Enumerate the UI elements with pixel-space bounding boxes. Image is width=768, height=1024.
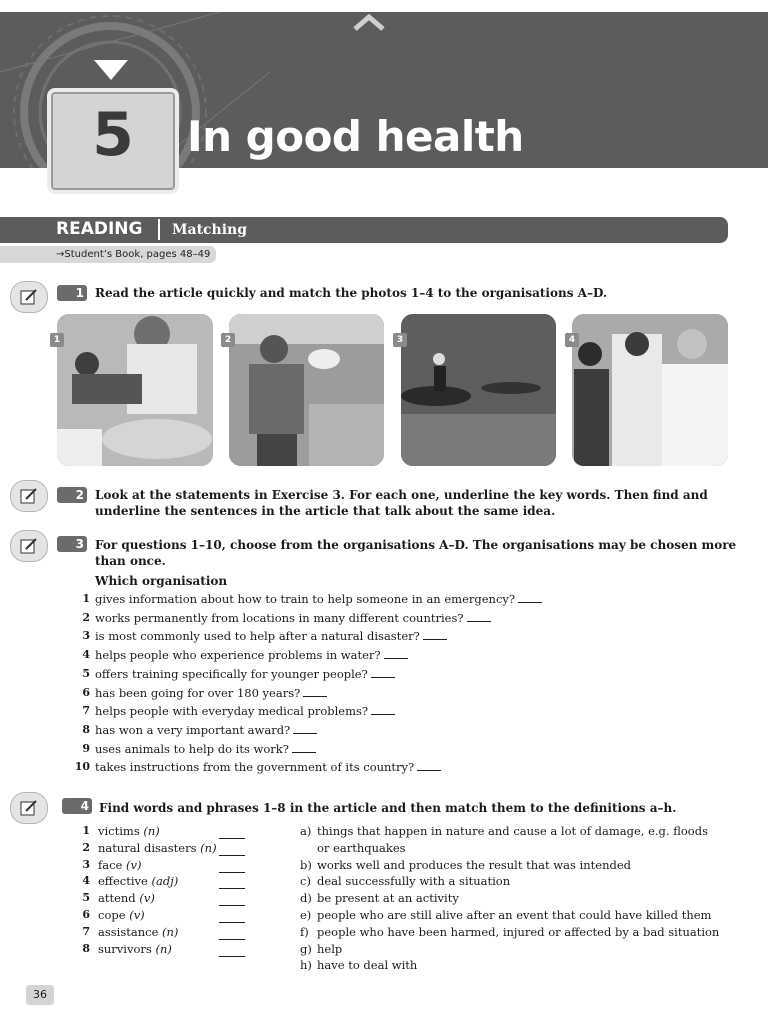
vocab-word (98, 942, 172, 956)
part-of-speech: (adj) (151, 874, 179, 889)
answer-blank[interactable] (219, 854, 245, 856)
write-icon (10, 480, 48, 512)
definition-item (300, 841, 406, 855)
question-number: 1 (82, 592, 90, 605)
answer-blank[interactable] (467, 611, 491, 622)
definition-text: help (317, 941, 343, 956)
answer-blank[interactable] (219, 871, 245, 873)
part-of-speech: (n) (162, 924, 179, 939)
photo-label: 3 (393, 333, 407, 347)
question-number: 7 (82, 704, 90, 718)
exercise-1-instruction: Read the article quickly and match the photos 1–4 to the organisations A–D. (95, 286, 608, 300)
definition-letter: f) (300, 924, 309, 939)
answer-blank[interactable] (417, 760, 441, 771)
question-number: 6 (82, 685, 90, 699)
page-number: 36 (26, 985, 54, 1005)
answer-blank[interactable] (219, 904, 245, 906)
definition-text: works well and produces the result that was intended (317, 857, 632, 872)
word-text: natural disasters (98, 840, 197, 855)
word-text: victims (98, 824, 140, 838)
section-header (0, 217, 728, 243)
chevron-up-icon (352, 14, 386, 32)
answer-blank[interactable] (292, 742, 316, 753)
word-text: survivors (98, 941, 152, 956)
definition-text: people who have been harmed, injured or affected by a bad situation (317, 924, 720, 939)
photo-label: 1 (50, 333, 64, 347)
answer-blank[interactable] (303, 686, 327, 697)
answer-blank[interactable] (219, 837, 245, 839)
definition-text: be present at an activity (317, 891, 459, 906)
vocab-word (98, 874, 178, 888)
answer-blank[interactable] (219, 887, 245, 889)
question-text: helps people who experience problems in water? (95, 648, 381, 663)
question-number: 10 (74, 760, 90, 774)
vocab-word (98, 891, 155, 905)
word-number: 3 (82, 857, 90, 871)
definition-letter: g) (300, 941, 312, 956)
write-icon (10, 281, 48, 313)
question-text: takes instructions from the government of its country? (95, 760, 415, 775)
question-item (95, 648, 408, 662)
question-item (95, 723, 317, 737)
word-number: 7 (82, 924, 90, 938)
exercise-2-instruction-line1: Look at the statements in Exercise 3. For each one, underline the key words. Then find and (95, 488, 708, 502)
write-icon (10, 792, 48, 824)
question-item (95, 592, 542, 606)
question-number: 4 (82, 648, 90, 662)
word-text: face (98, 857, 123, 872)
section-name: READING (56, 219, 143, 239)
write-icon (10, 530, 48, 562)
exercise-3-instruction-line1: For questions 1–10, choose from the organisations A–D. The organisations may be chosen more (95, 538, 737, 552)
definition-letter: b) (300, 857, 312, 872)
section-separator (158, 219, 160, 240)
answer-blank[interactable] (293, 723, 317, 734)
vocab-word (98, 824, 160, 838)
word-text: effective (98, 874, 148, 889)
exercise-3-number: 3 (57, 536, 87, 552)
chapter-number-box (47, 88, 179, 194)
exercise-3-lead: Which organisation (95, 574, 228, 588)
triangle-down-icon (92, 58, 130, 82)
definition-letter: d) (300, 891, 312, 906)
definition-item (300, 858, 631, 872)
answer-blank[interactable] (384, 648, 408, 659)
chapter-number: 5 (92, 100, 134, 170)
question-number: 2 (82, 610, 90, 624)
question-item (95, 667, 395, 681)
definition-text: have to deal with (317, 958, 418, 973)
part-of-speech: (v) (129, 908, 145, 922)
definition-item (300, 908, 711, 922)
definition-item (300, 942, 342, 956)
photo-label: 2 (221, 333, 235, 347)
word-text: cope (98, 908, 126, 922)
question-number: 8 (82, 722, 90, 736)
question-text: uses animals to help do its work? (95, 741, 289, 756)
answer-blank[interactable] (518, 592, 542, 603)
question-number: 5 (82, 666, 90, 680)
definition-item (300, 891, 459, 905)
first-aid-training-photo (57, 314, 213, 466)
exercise-4-number: 4 (62, 798, 92, 814)
part-of-speech: (n) (155, 941, 172, 956)
vocab-word (98, 908, 145, 922)
definition-letter: h) (300, 958, 312, 973)
definition-letter: c) (300, 874, 311, 889)
section-subtitle: Matching (172, 222, 248, 238)
word-number: 4 (82, 874, 90, 888)
part-of-speech: (n) (200, 840, 217, 855)
students-book-reference (0, 246, 216, 263)
definition-text: deal successfully with a situation (317, 874, 511, 889)
aid-workers-crowd-photo (572, 314, 728, 466)
part-of-speech: (v) (126, 857, 142, 872)
word-number: 5 (82, 891, 90, 905)
question-item (95, 742, 316, 756)
question-item (95, 629, 447, 643)
part-of-speech: (n) (143, 824, 160, 838)
answer-blank[interactable] (219, 938, 245, 940)
question-text: works permanently from locations in many different countries? (95, 610, 464, 625)
answer-blank[interactable] (219, 921, 245, 923)
definition-item (300, 958, 417, 972)
question-text: has been going for over 180 years? (95, 685, 301, 700)
water-rescue-jetski-photo (401, 314, 556, 466)
question-text: gives information about how to train to help someone in an emergency? (95, 592, 516, 606)
question-item (95, 686, 327, 700)
photo-label: 4 (565, 333, 579, 347)
exercise-3-instruction-line2: than once. (95, 554, 166, 568)
definition-letter: e) (300, 908, 312, 922)
exercise-1-number: 1 (57, 285, 87, 301)
question-item (95, 760, 441, 774)
definition-letter: a) (300, 824, 312, 838)
answer-blank[interactable] (371, 704, 395, 715)
reference-text: →Student’s Book, pages 48–49 (56, 249, 211, 260)
question-number: 9 (82, 741, 90, 755)
rescue-dog-team-photo (229, 314, 384, 466)
definition-item (300, 925, 719, 939)
definition-text: things that happen in nature and cause a lot of damage, e.g. floods (317, 824, 708, 838)
part-of-speech: (v) (139, 891, 155, 906)
definition-text: people who are still alive after an event that could have killed them (317, 908, 712, 922)
word-text: assistance (98, 924, 159, 939)
word-number: 2 (82, 840, 90, 854)
word-text: attend (98, 891, 136, 906)
question-text: has won a very important award? (95, 722, 291, 737)
question-number: 3 (82, 629, 90, 643)
answer-blank[interactable] (371, 667, 395, 678)
exercise-2-instruction-line2: underline the sentences in the article that talk about the same idea. (95, 504, 556, 518)
exercise-2-number: 2 (57, 487, 87, 503)
word-number: 8 (82, 941, 90, 955)
question-text: is most commonly used to help after a natural disaster? (95, 629, 420, 644)
question-item (95, 611, 491, 625)
word-number: 6 (82, 908, 90, 921)
question-text: offers training specifically for younger people? (95, 666, 368, 681)
answer-blank[interactable] (423, 629, 447, 640)
answer-blank[interactable] (219, 955, 245, 957)
chapter-title: In good health (187, 112, 524, 161)
exercise-4-instruction: Find words and phrases 1–8 in the article and then match them to the definitions a–h. (99, 801, 677, 815)
question-text: helps people with everyday medical problems? (95, 704, 369, 719)
vocab-word (98, 841, 217, 855)
question-item (95, 704, 395, 718)
vocab-word (98, 925, 178, 939)
definition-text: or earthquakes (317, 840, 406, 855)
word-number: 1 (82, 824, 90, 837)
definition-item (300, 824, 708, 838)
vocab-word (98, 858, 142, 872)
definition-item (300, 874, 510, 888)
